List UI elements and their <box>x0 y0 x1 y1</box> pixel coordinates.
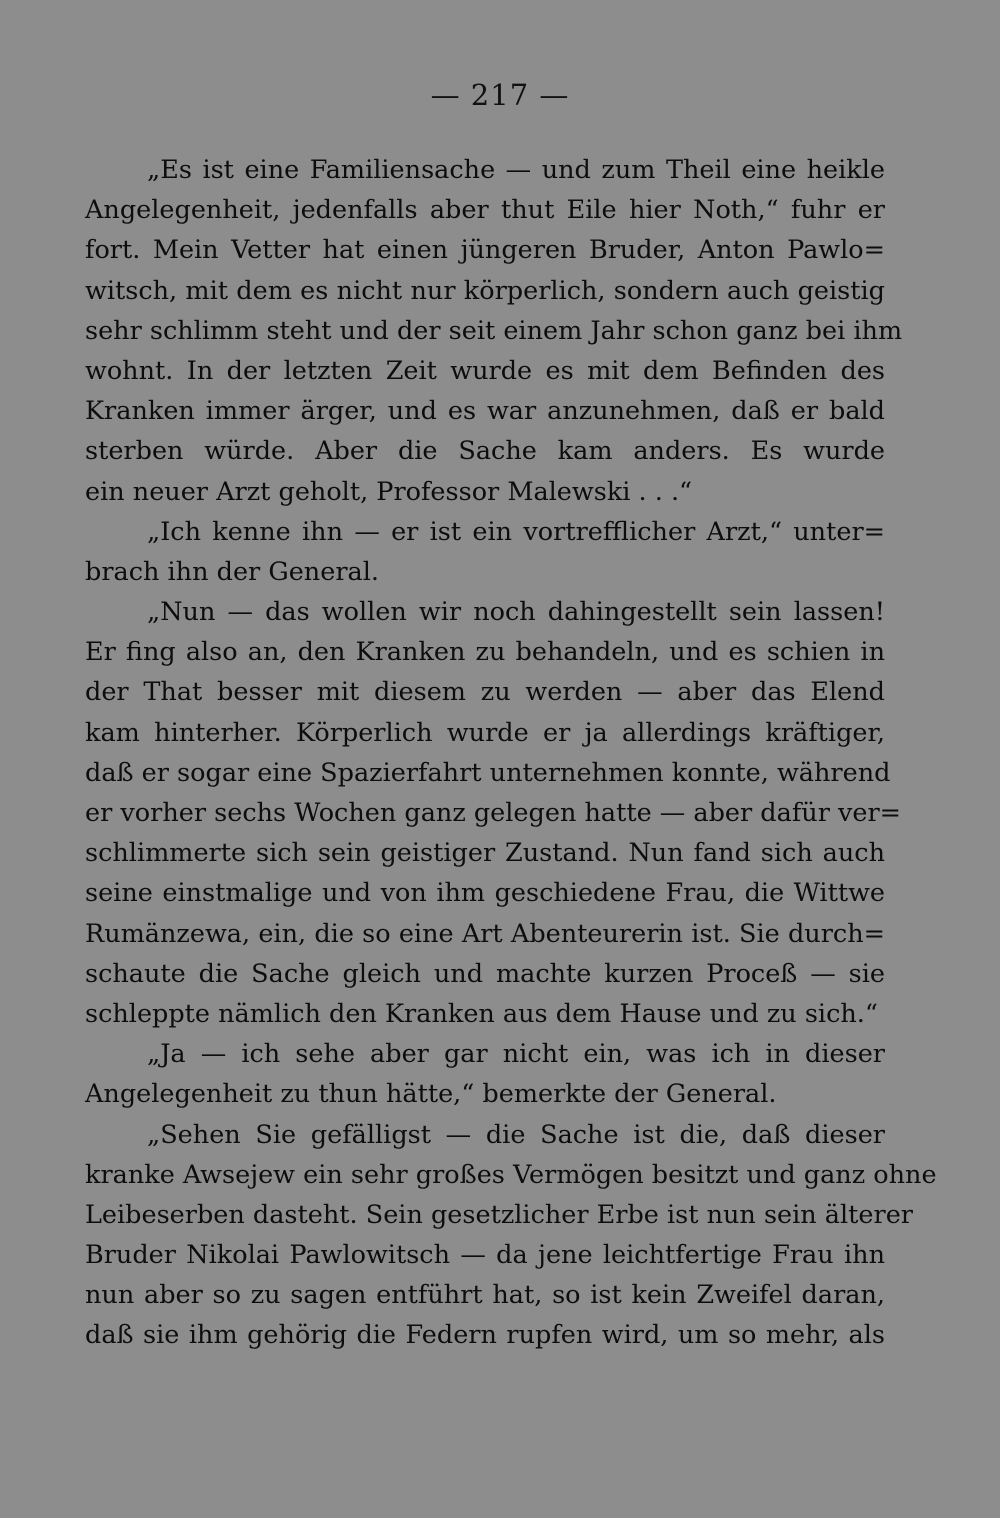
text-line: brach ihn der General. <box>85 556 379 587</box>
text-line: daß sie ihm gehörig die Federn rupfen wird, um so mehr, als <box>85 1320 885 1351</box>
text-line: „Es ist eine Familiensache — und zum Theil eine heikle <box>147 155 885 185</box>
text-line: „Nun — das wollen wir noch dahingestellt sein lassen! <box>147 597 885 628</box>
text-line: kam hinterher. Körperlich wurde er ja allerdings kräftiger, <box>85 717 885 748</box>
page-number: — 217 — <box>430 78 570 112</box>
body-text <box>85 150 937 1356</box>
text-line: ein neuer Arzt geholt, Professor Malewski . . .“ <box>85 476 693 507</box>
text-line: er vorher sechs Wochen ganz gelegen hatte — aber dafür ver= <box>85 798 902 828</box>
text-line: nun aber so zu sagen entführt hat, so ist kein Zweifel daran, <box>85 1280 885 1311</box>
text-line: sehr schlimm steht und der seit einem Jahr schon ganz bei ihm <box>85 315 903 346</box>
text-line: Kranken immer ärger, und es war anzunehmen, daß er bald <box>85 396 885 427</box>
text-line: Angelegenheit, jedenfalls aber thut Eile hier Noth,“ fuhr er <box>85 195 885 226</box>
text-line: daß er sogar eine Spazierfahrt unternehmen konnte, während <box>85 757 891 788</box>
text-line: Er fing also an, den Kranken zu behandeln, und es schien in <box>85 637 885 668</box>
text-line: sterben würde. Aber die Sache kam anders. Es wurde <box>85 436 885 467</box>
text-line: fort. Mein Vetter hat einen jüngeren Bruder, Anton Pawlo= <box>85 235 885 266</box>
text-line: Leibeserben dasteht. Sein gesetzlicher Erbe ist nun sein älterer <box>85 1199 913 1230</box>
text-line: Rumänzewa, ein, die so eine Art Abenteurerin ist. Sie durch= <box>85 918 885 949</box>
text-line: „Ich kenne ihn — er ist ein vortrefflicher Arzt,“ unter= <box>147 516 885 547</box>
text-line: schaute die Sache gleich und machte kurzen Proceß — sie <box>85 958 885 989</box>
text-line: „Ja — ich sehe aber gar nicht ein, was ich in dieser <box>147 1039 885 1070</box>
text-line: „Sehen Sie gefälligst — die Sache ist die, daß dieser <box>147 1119 885 1150</box>
text-line: schleppte nämlich den Kranken aus dem Hause und zu sich.“ <box>85 998 878 1029</box>
text-line: Angelegenheit zu thun hätte,“ bemerkte der General. <box>85 1079 777 1110</box>
text-line: der That besser mit diesem zu werden — aber das Elend <box>85 677 885 708</box>
text-line: seine einstmalige und von ihm geschiedene Frau, die Wittwe <box>85 878 885 909</box>
text-line: schlimmerte sich sein geistiger Zustand. Nun fand sich auch <box>85 838 885 869</box>
text-line: wohnt. In der letzten Zeit wurde es mit dem Befinden des <box>85 355 885 386</box>
text-line: witsch, mit dem es nicht nur körperlich, sondern auch geistig <box>85 275 885 306</box>
text-line: kranke Awsejew ein sehr großes Vermögen besitzt und ganz ohne <box>85 1159 937 1190</box>
text-line: Bruder Nikolai Pawlowitsch — da jene leichtfertige Frau ihn <box>85 1240 885 1271</box>
